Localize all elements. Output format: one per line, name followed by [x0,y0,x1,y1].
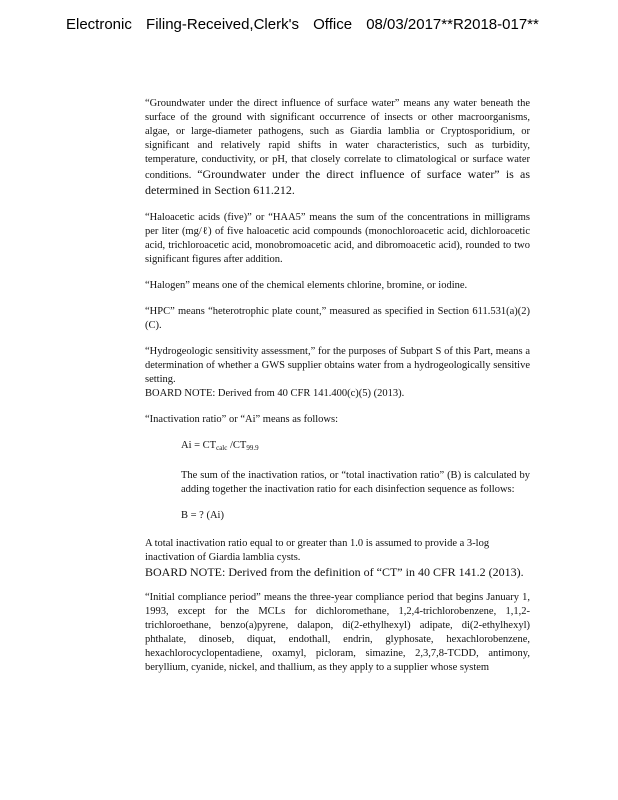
definition-halogen: “Halogen” means one of the chemical elements chlorine, bromine, or iodine. [145,280,468,291]
header-filing-received: Filing-Received,Clerk's [146,16,299,33]
board-note-inactivation: BOARD NOTE: Derived from the definition of “CT” in 40 CFR 141.2 (2013). [145,565,524,579]
definition-haa5: “Haloacetic acids (five)” or “HAA5” means the sum of the concentrations in milligrams per liter (mg/ℓ) of five haloacetic acid compounds (monochloroacetic acid, dichloroacetic acid, trichloroacetic acid, monobromoacetic acid, and dibromoacetic acid), rounded to two significant figures after addition. [145,212,530,265]
filing-header [66,16,549,33]
header-date-docket: 08/03/2017**R2018-017** [366,16,539,33]
definition-inactivation-ratio: “Inactivation ratio” or “Ai” means as follows: [145,414,339,425]
formula-ai-sub-calc: calc [216,444,228,452]
formula-ai-left: Ai = CT [181,440,217,451]
document-body [145,97,530,687]
formula-ai [181,439,530,455]
definition-groundwater-reference: “Groundwater under the direct influence of surface water” is as determined in Section 611.212. [145,167,530,197]
inactivation-total-text: A total inactivation ratio equal to or greater than 1.0 is assumed to provide a 3-log inactivation of Giardia lamblia cysts. [145,538,490,563]
definition-groundwater-text: “Groundwater under the direct influence of surface water” means any water beneath the surface of the ground with significant occurrence of insects or other macroorganisms, algae, or large-diameter pathogens, such as Giardia lamblia or Cryptosporidium, or significant and relatively rapid shifts in water characteristics, such as turbidity, temperature, conductivity, or pH, that closely correlate to climatological or surface water conditions. [145,98,530,181]
formula-b: B = ? (Ai) [181,510,224,521]
header-electronic: Electronic [66,16,132,33]
formula-ai-mid: /CT [227,440,247,451]
definition-initial-compliance-period: “Initial compliance period” means the three-year compliance period that begins January 1, 1993, except for the MCLs for dichloromethane, 1,2,4-trichlorobenzene, 1,1,2-trichloroethane, benzo(a)pyrene, dalapon, di(2-ethylhexyl) adipate, di(2-ethylhexyl) phthalate, dinoseb, diquat, endothall, endrin, glyphosate, hexachlorobenzene, hexachlorocyclopentadiene, oxamyl, picloram, simazine, 2,3,7,8-TCDD, antimony, beryllium, cyanide, nickel, and thallium, as they apply to a supplier whose system [145,592,530,673]
inactivation-sum-text: The sum of the inactivation ratios, or “total inactivation ratio” (B) is calculated by adding together the inactivation ratio for each disinfection sequence as follows: [181,470,530,495]
definition-hpc: “HPC” means “heterotrophic plate count,” measured as specified in Section 611.531(a)(2)(C). [145,306,530,331]
definition-hydrogeologic [145,345,530,401]
definition-hydrogeologic-text: “Hydrogeologic sensitivity assessment,” for the purposes of Subpart S of this Part, means a determination of whether a GWS supplier obtains water from a hydrogeologically sensitive setting. [145,346,530,385]
definition-groundwater [145,97,530,199]
formula-ai-sub-999: 99.9 [246,444,259,452]
header-office: Office [313,16,353,33]
board-note-hydrogeologic: BOARD NOTE: Derived from 40 CFR 141.400(c)(5) (2013). [145,388,405,399]
